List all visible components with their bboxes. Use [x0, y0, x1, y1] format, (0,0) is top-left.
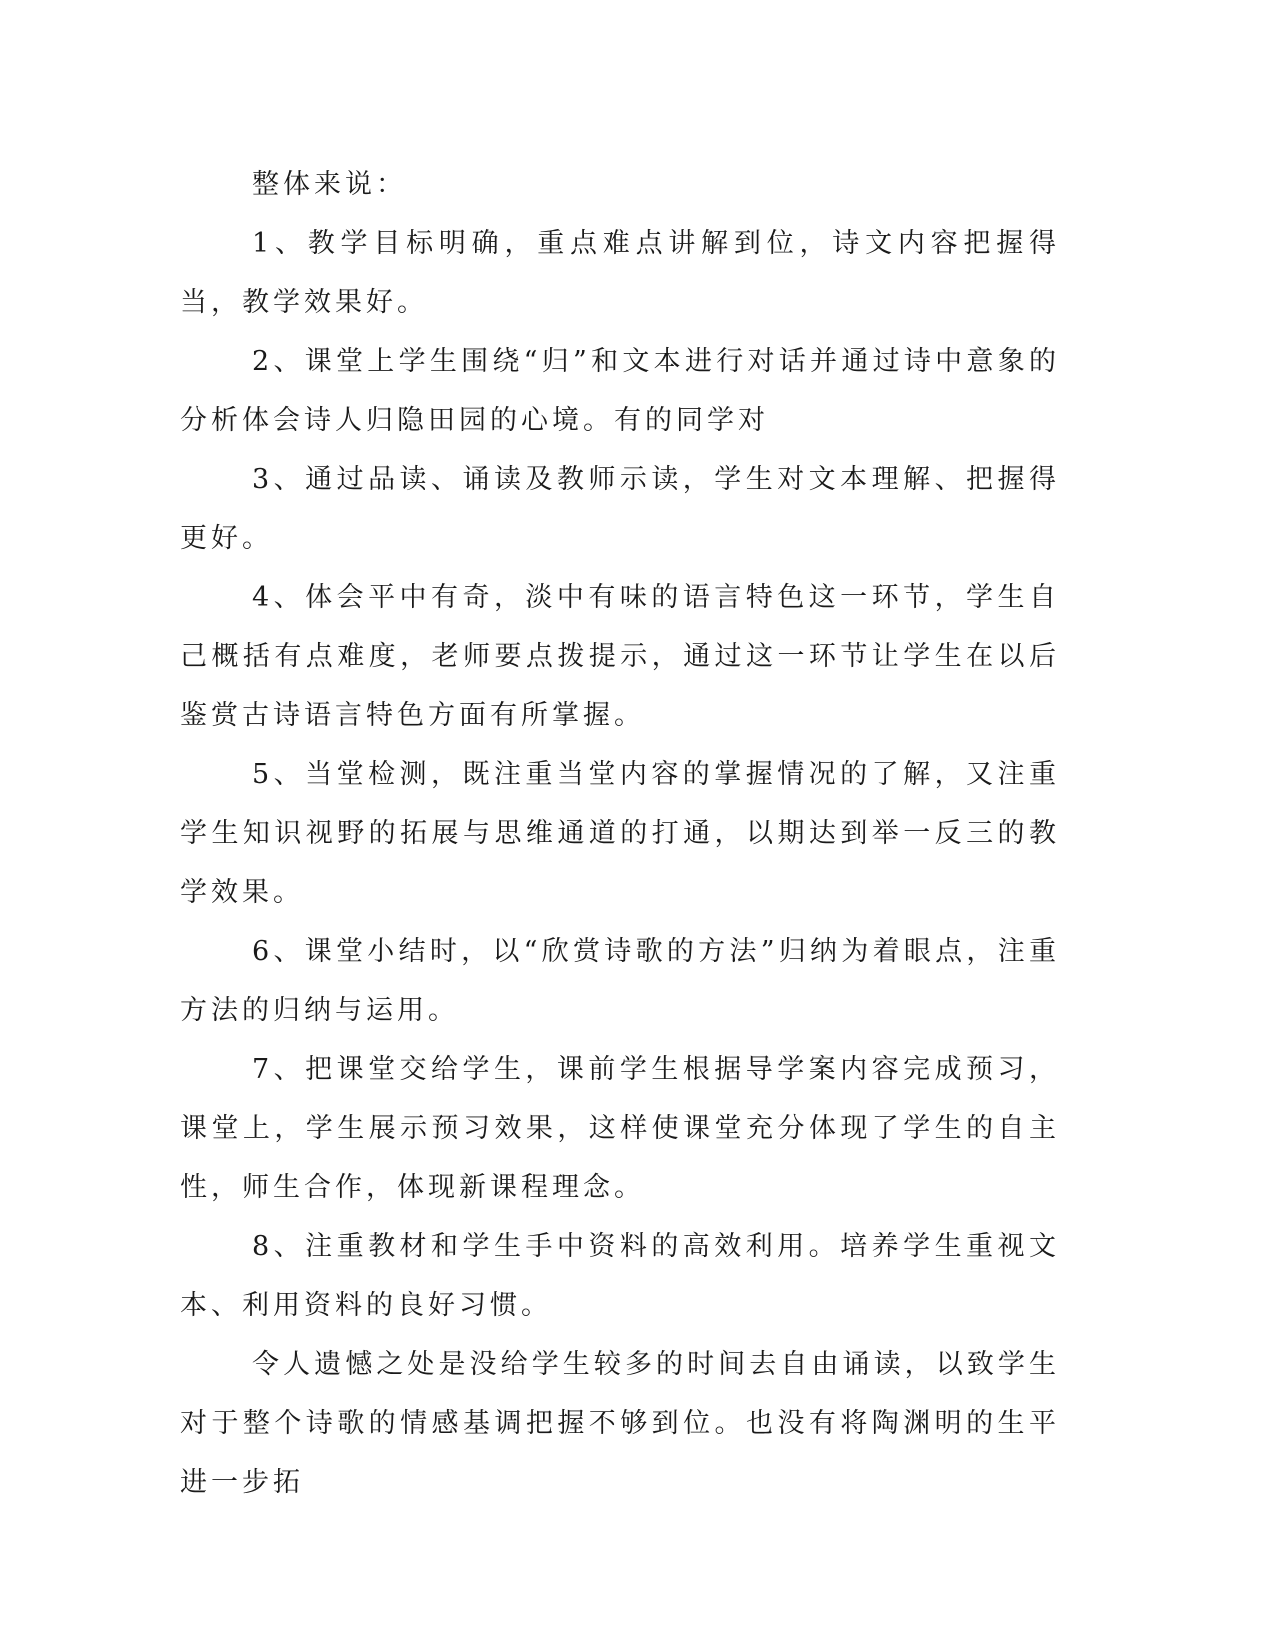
paragraph-point-3: 3、通过品读、诵读及教师示读，学生对文本理解、把握得更好。 [180, 464, 1060, 554]
paragraph-point-4: 4、体会平中有奇，淡中有味的语言特色这一环节，学生自己概括有点难度，老师要点拨提示，通过这一环节让学生在以后鉴赏古诗语言特色方面有所掌握。 [180, 582, 1060, 731]
paragraph-point-7: 7、把课堂交给学生，课前学生根据导学案内容完成预习，课堂上，学生展示预习效果，这样使课堂充分体现了学生的自主性，师生合作，体现新课程理念。 [180, 1054, 1060, 1203]
paragraph-point-2: 2、课堂上学生围绕“归”和文本进行对话并通过诗中意象的分析体会诗人归隐田园的心境。有的同学对 [180, 346, 1060, 436]
paragraph-point-6: 6、课堂小结时，以“欣赏诗歌的方法”归纳为着眼点，注重方法的归纳与运用。 [180, 936, 1060, 1026]
paragraph-regret: 令人遗憾之处是没给学生较多的时间去自由诵读，以致学生对于整个诗歌的情感基调把握不够到位。也没有将陶渊明的生平进一步拓 [180, 1349, 1060, 1498]
document-body [180, 155, 1060, 1512]
paragraph-point-5: 5、当堂检测，既注重当堂内容的掌握情况的了解，又注重学生知识视野的拓展与思维通道的打通，以期达到举一反三的教学效果。 [180, 759, 1060, 908]
paragraph-summary-intro: 整体来说： [252, 169, 407, 200]
paragraph-point-1: 1、教学目标明确，重点难点讲解到位，诗文内容把握得当，教学效果好。 [180, 228, 1060, 318]
paragraph-point-8: 8、注重教材和学生手中资料的高效利用。培养学生重视文本、利用资料的良好习惯。 [180, 1231, 1060, 1321]
